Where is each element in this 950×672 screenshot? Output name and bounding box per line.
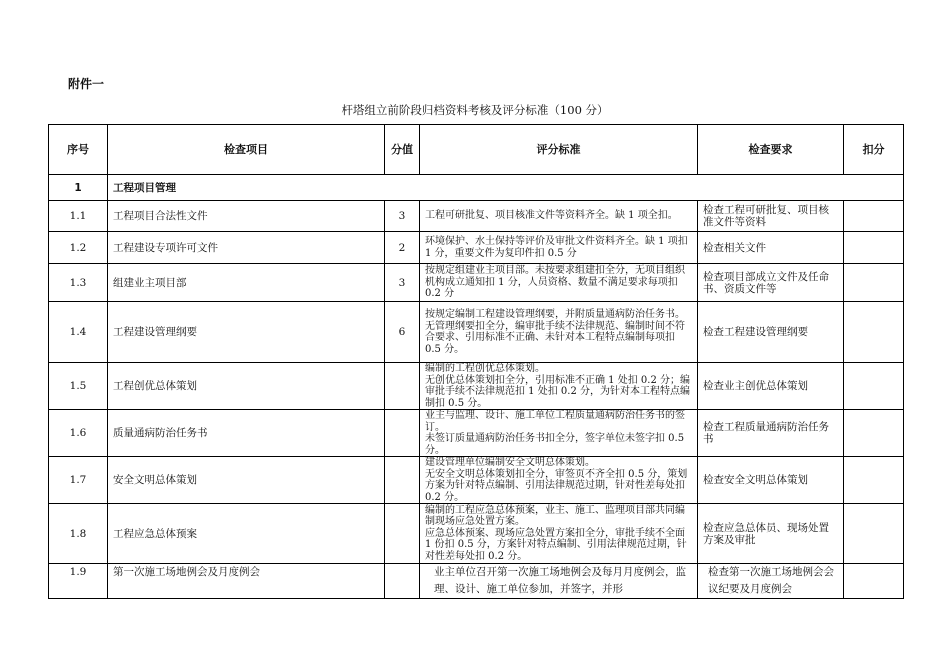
criteria-line: 无管理纲要扣全分，编审批手续不法律规范、编制时间不符合要求、引用标准不正确、未针对本工程特点编制每项扣 0.5 分。 [425,320,685,355]
row-score [385,457,420,504]
row-requirement: 检查工程可研批复、项目核准文件等资料 [698,201,844,232]
row-score: 6 [385,302,420,363]
row-no: 1.4 [49,302,108,363]
row-deduction [844,201,904,232]
row-item: 工程建设专项许可文件 [108,232,385,264]
row-no: 1.7 [49,457,108,504]
row-no: 1.5 [49,363,108,410]
row-deduction [844,504,904,564]
row-requirement: 检查第一次施工场地例会会议纪要及月度例会 [698,564,844,599]
table-row [49,457,904,504]
row-criteria [420,457,698,504]
row-item: 质量通病防治任务书 [108,410,385,457]
row-criteria [420,201,698,232]
criteria-line: 业主与监理、设计、施工单位工程质量通病防治任务书的签订。 [425,410,685,433]
scoring-table [48,124,904,599]
criteria-line: 编制的工程应急总体预案，业主、施工、监理项目部共同编制现场应急处置方案。 [425,504,685,528]
criteria-line: 按规定组建业主项目部。未按要求组建扣全分，无项目组织机构成立通知扣 1 分，人员资格、数量不满足要求每项扣 0.2 分 [425,265,685,300]
row-no: 1.3 [49,264,108,302]
row-criteria [420,363,698,410]
table-row [49,232,904,264]
row-deduction [844,363,904,410]
row-requirement: 检查安全文明总体策划 [698,457,844,504]
row-requirement: 检查项目部成立文件及任命书、资质文件等 [698,264,844,302]
row-requirement: 检查业主创优总体策划 [698,363,844,410]
row-requirement: 检查工程建设管理纲要 [698,302,844,363]
header-requirement: 检查要求 [698,125,844,175]
row-deduction [844,302,904,363]
criteria-line: 无安全文明总体策划扣全分，审签页不齐全扣 0.5 分，策划方案为针对特点编制、引用法律规范过期，针对性差每处扣 0.2 分。 [425,468,688,503]
criteria-line: 按规定编制工程建设管理纲要，并附质量通病防治任务书。 [425,309,685,320]
criteria-line: 建设管理单位编制安全文明总体策划。 [425,457,595,468]
document-title: 杆塔组立前阶段归档资料考核及评分标准（100 分） [341,103,609,117]
section-title: 工程项目管理 [108,175,904,201]
criteria-line: 无创优总体策划扣全分，引用标准不正确 1 处扣 0.2 分；编审批手续不法律规范扣 1 处扣 0.2 分，为针对本工程特点编制扣 0.5 分。 [425,374,690,409]
row-item: 安全文明总体策划 [108,457,385,504]
attachment-label: 附件一 [68,77,105,91]
row-criteria [420,264,698,302]
row-item: 工程创优总体策划 [108,363,385,410]
table-row [49,363,904,410]
table-row [49,564,904,599]
row-no: 1.9 [49,564,108,599]
row-deduction [844,457,904,504]
header-score: 分值 [385,125,420,175]
section-row [49,175,904,201]
criteria-line: 业主单位召开第一次施工场地例会及每月月度例会，监理、设计、施工单位参加，并签字，并形 [434,566,686,595]
row-deduction [844,410,904,457]
criteria-line: 环境保护、水土保持等评价及审批文件资料齐全。缺 1 项扣 1 分，重要文件为复印件扣 0.5 分 [425,236,688,259]
table-row [49,410,904,457]
row-deduction [844,264,904,302]
row-item: 工程应急总体预案 [108,504,385,564]
row-requirement: 检查工程质量通病防治任务书 [698,410,844,457]
row-criteria [420,232,698,264]
row-score [385,410,420,457]
table-row [49,264,904,302]
row-no: 1.2 [49,232,108,264]
table-row [49,302,904,363]
row-requirement: 检查相关文件 [698,232,844,264]
header-deduction: 扣分 [844,125,904,175]
row-score: 3 [385,201,420,232]
header-no: 序号 [49,125,108,175]
row-deduction [844,564,904,599]
table-header-row [49,125,904,175]
row-item: 组建业主项目部 [108,264,385,302]
row-criteria [420,410,698,457]
row-no: 1.8 [49,504,108,564]
row-score [385,363,420,410]
row-score: 3 [385,264,420,302]
table-row [49,201,904,232]
header-item: 检查项目 [108,125,385,175]
row-item: 工程项目合法性文件 [108,201,385,232]
row-criteria [420,302,698,363]
row-deduction [844,232,904,264]
row-requirement: 检查应急总体员、现场处置方案及审批 [698,504,844,564]
criteria-line: 编制的工程创优总体策划。 [425,363,545,374]
row-criteria [420,564,698,599]
section-no: 1 [49,175,108,201]
table-row [49,504,904,564]
row-no: 1.1 [49,201,108,232]
row-score [385,504,420,564]
row-score [385,564,420,599]
row-item: 工程建设管理纲要 [108,302,385,363]
row-no: 1.6 [49,410,108,457]
criteria-line: 应急总体预案、现场应急处置方案扣全分，审批手续不全面 1 份扣 0.5 分，方案针对特点编制、引用法律规范过期，针对性差每处扣 0.2 分。 [425,527,687,562]
header-criteria: 评分标准 [420,125,698,175]
criteria-line: 未签订质量通病防治任务书扣全分，签字单位未签字扣 0.5 分。 [425,433,685,456]
row-item: 第一次施工场地例会及月度例会 [108,564,385,599]
row-criteria [420,504,698,564]
criteria-line: 工程可研批复、项目核准文件等资料齐全。缺 1 项全扣。 [425,210,678,222]
row-score: 2 [385,232,420,264]
